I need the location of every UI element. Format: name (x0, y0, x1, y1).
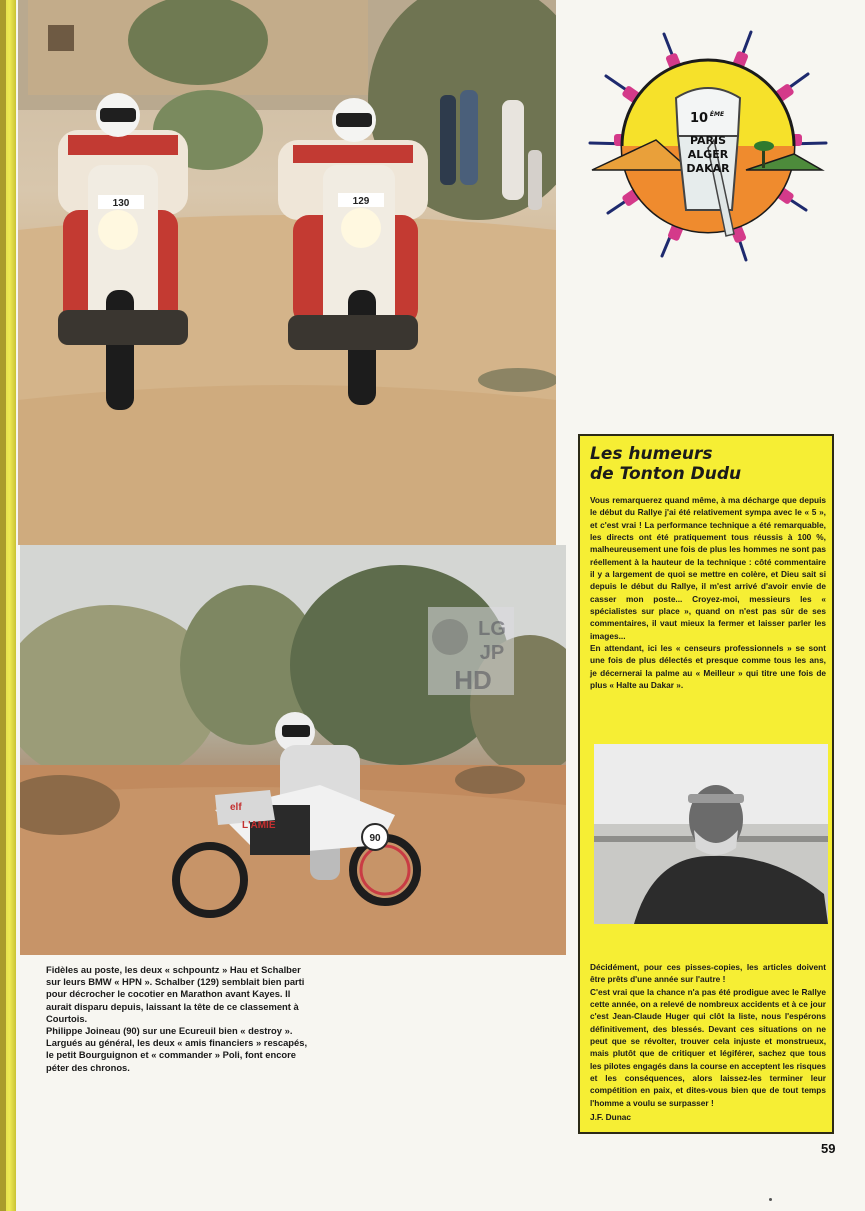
print-speck (769, 1198, 772, 1201)
logo-edition-number: 10 (689, 111, 709, 126)
watermark-jp: JP (479, 642, 505, 664)
caption-paragraph-2: Philippe Joineau (90) sur une Ecureuil bien « destroy ». Largués au général, les deux « amis financiers » rescapés, le petit Bourguignon et « commander » Poli, font encore péter des chronos. (46, 1025, 308, 1073)
sponsor-elf: elf (230, 802, 242, 813)
portrait-photo (594, 744, 828, 924)
sidebar-paragraph-4: C'est vrai que la chance n'a pas été prodigue avec le Rallye cette année, on a relevé de nombreux accidents et à ce jour c'est Jean-Claude Huger qui clôt la liste, nous l'espérons définitivement, des blessés. Devant ces situations on ne peut que se révolter, trouver cela injuste et monstrueux, mais plutôt que de critiquer et légiférer, sachez que tous les pilotes engagés dans la course en acceptent les risques et les conséquences, alors laissez-les terminer leur compétition en paix, et dites-vous bien que de tout temps l'homme a voulu se surpasser ! (590, 986, 826, 1108)
sidebar-text-bottom (590, 961, 826, 1123)
sidebar-paragraph-2: En attendant, ici les « censeurs professionnels » se sont une fois de plus délectés et presque comme tous les ans, je décernerai la palme au « Meilleur » qui titre une fois de plus « Halte au Dakar ». (590, 643, 826, 691)
logo-alger: ALGER (687, 148, 729, 161)
photo-caption (46, 964, 308, 1074)
photo-two-bmw-riders (18, 0, 556, 545)
bike-number-90: 90 (369, 833, 381, 844)
rally-logo-graphic (586, 28, 830, 264)
watermark-hd: HD (454, 665, 492, 695)
photo-two-bmw-riders-drawing (18, 0, 556, 545)
watermark-lg: LG (478, 618, 506, 640)
paris-alger-dakar-logo (586, 28, 830, 264)
logo-paris: PARIS (689, 134, 727, 147)
watermark-logo (428, 607, 514, 695)
sidebar-paragraph-1: Vous remarquerez quand même, à ma décharge que depuis le début du Rallye j'ai été relativement sympa avec le « 5 », et c'est vrai ! La performance technique a été remarquable, les directs ont été pratiquement tous réussis à 100 %, malheureusement une fois de plus les hommes ne sont pas réellement à la hauteur de la technique : côté commentaire il y a largement de quoi se mettre en colère, et Dieu sait si depuis le début du Rallye, il m'est arrivé d'avoir envie de casser mon poste... Croyez-moi, messieurs les « spécialistes sur place », quand on n'est pas sûr de ses commentaires, il vaut mieux la fermer et laisser parler les images... (590, 495, 826, 641)
portrait-drawing (594, 744, 828, 924)
sidebar-paragraph-3: Décidément, pour ces pisses-copies, les articles doivent être prêts d'une année sur l'autre ! (590, 962, 826, 985)
sidebar-signature: J.F. Dunac (590, 1112, 632, 1123)
logo-edition-suffix: ÈME (709, 111, 725, 118)
sidebar-text-top (590, 494, 826, 692)
bike-number-130: 130 (112, 198, 130, 209)
sidebar-title (590, 444, 741, 484)
sidebar-title-line-1: Les humeurs (590, 444, 713, 464)
watermark-drawing (428, 607, 514, 695)
page-number: 59 (821, 1141, 836, 1156)
sidebar-title-line-2: de Tonton Dudu (590, 464, 742, 484)
bike-brand: L'AMIE (242, 820, 276, 831)
bike-number-129: 129 (352, 196, 370, 207)
logo-dakar: DAKAR (686, 162, 730, 175)
sidebar-tonton-dudu (578, 434, 834, 1134)
spine-shadow (0, 0, 6, 1211)
caption-paragraph-1: Fidèles au poste, les deux « schpountz » Hau et Schalber sur leurs BMW « HPN ». Schalber (129) semblait bien parti pour décrocher le cocotier en Marathon avant Kayes. Il aurait disparu depuis, laissant la tête de ce classement à Courtois. (46, 964, 305, 1024)
